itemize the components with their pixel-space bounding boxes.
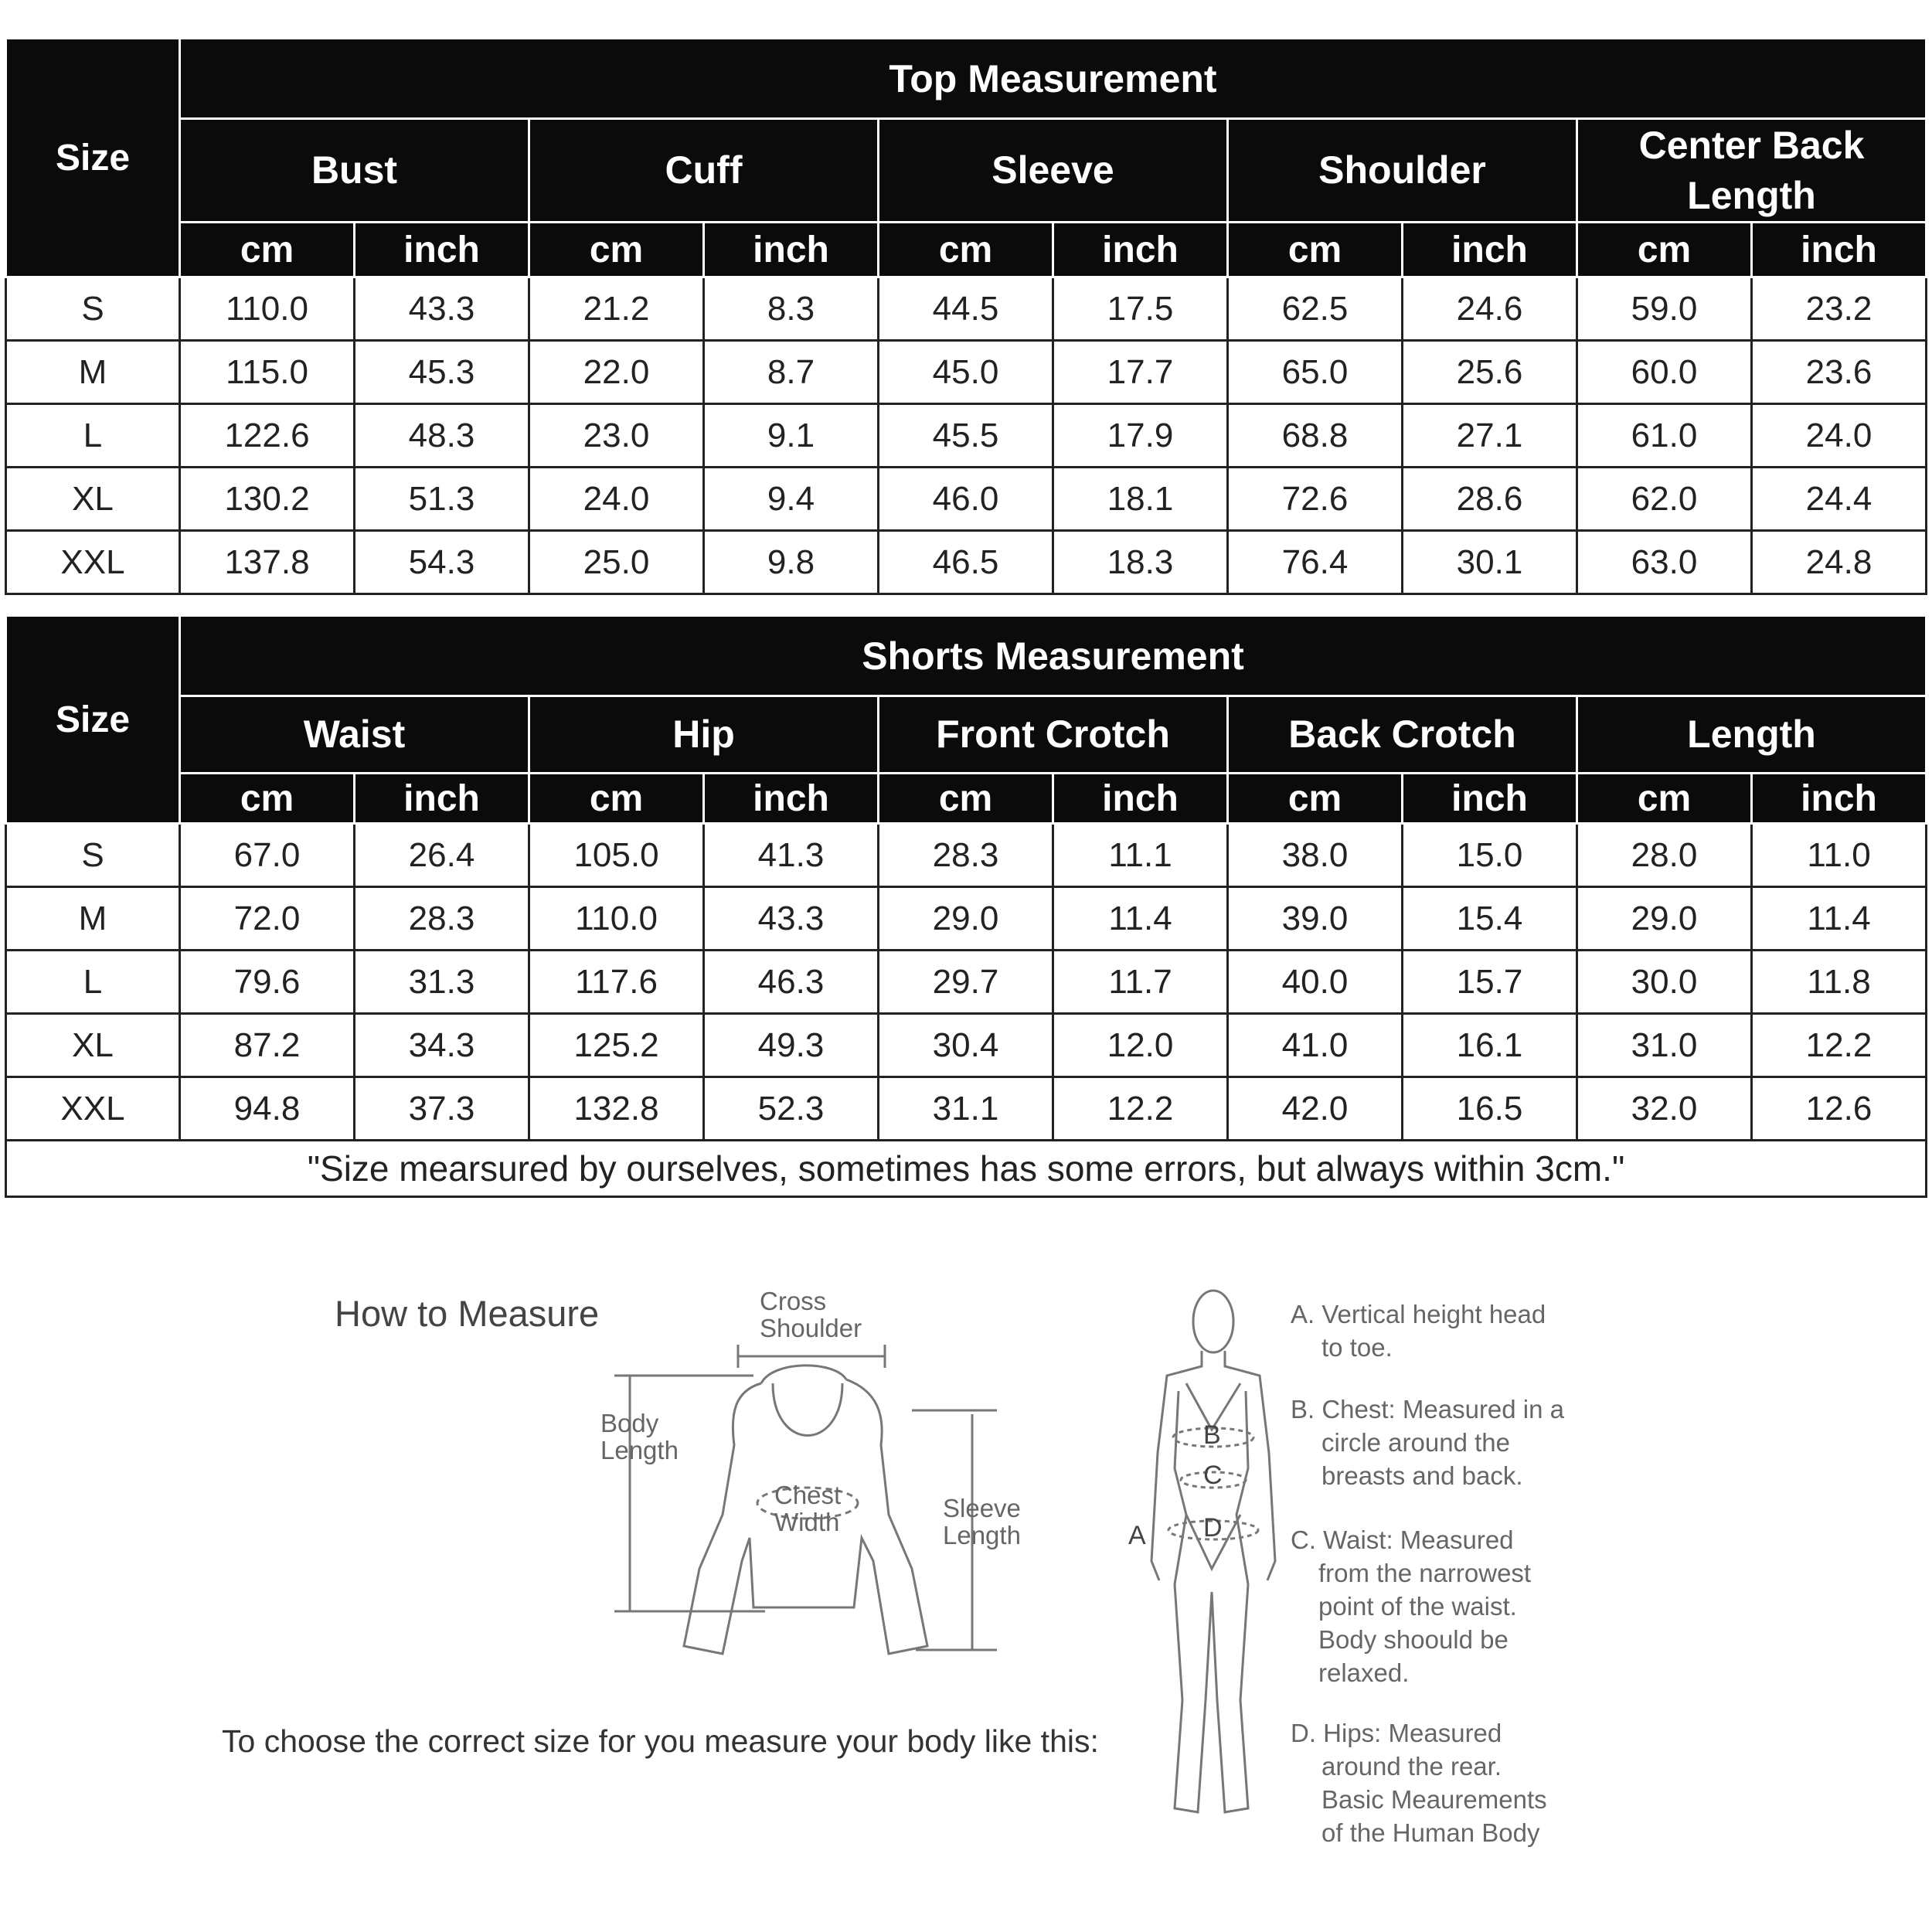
size-column-header: Size (6, 616, 180, 824)
definition-line: from the narrowest (1318, 1558, 1532, 1587)
unit-header: cm (879, 774, 1053, 824)
value-cell: 24.0 (1752, 404, 1927, 468)
value-cell: 79.6 (180, 951, 355, 1014)
value-cell: 115.0 (180, 341, 355, 404)
unit-header: inch (1403, 774, 1577, 824)
definition-line: relaxed. (1318, 1658, 1410, 1687)
value-cell: 30.1 (1403, 531, 1577, 594)
value-cell: 29.7 (879, 951, 1053, 1014)
value-cell: 28.3 (879, 824, 1053, 887)
definition-line: circle around the (1321, 1427, 1510, 1457)
category-header: Waist (180, 696, 529, 774)
value-cell: 37.3 (355, 1077, 529, 1141)
value-cell: 45.0 (879, 341, 1053, 404)
size-cell: M (6, 887, 180, 951)
value-cell: 11.0 (1752, 824, 1927, 887)
category-header: Hip (529, 696, 879, 774)
neckline (773, 1383, 842, 1436)
value-cell: 34.3 (355, 1014, 529, 1077)
definition-line: point of the waist. (1318, 1591, 1517, 1621)
value-cell: 43.3 (355, 277, 529, 341)
value-cell: 30.0 (1577, 951, 1752, 1014)
cross-shoulder-label (760, 1288, 862, 1342)
value-cell: 24.6 (1403, 277, 1577, 341)
value-cell: 45.3 (355, 341, 529, 404)
unit-header: inch (704, 223, 879, 277)
value-cell: 21.2 (529, 277, 704, 341)
value-cell: 130.2 (180, 468, 355, 531)
value-cell: 117.6 (529, 951, 704, 1014)
value-cell: 25.0 (529, 531, 704, 594)
size-cell: S (6, 824, 180, 887)
value-cell: 46.3 (704, 951, 879, 1014)
value-cell: 23.6 (1752, 341, 1927, 404)
value-cell: 62.0 (1577, 468, 1752, 531)
value-cell: 25.6 (1403, 341, 1577, 404)
label-line: Length (943, 1520, 1021, 1549)
value-cell: 65.0 (1228, 341, 1403, 404)
value-cell: 12.6 (1752, 1077, 1927, 1141)
size-cell: XL (6, 468, 180, 531)
value-cell: 32.0 (1577, 1077, 1752, 1141)
body-length-label (600, 1410, 679, 1464)
value-cell: 23.0 (529, 404, 704, 468)
value-cell: 15.7 (1403, 951, 1577, 1014)
unit-header: cm (879, 223, 1053, 277)
value-cell: 11.1 (1053, 824, 1228, 887)
value-cell: 54.3 (355, 531, 529, 594)
value-cell: 31.0 (1577, 1014, 1752, 1077)
value-cell: 132.8 (529, 1077, 704, 1141)
value-cell: 105.0 (529, 824, 704, 887)
category-header: Shoulder (1228, 119, 1577, 223)
measurement-note: "Size mearsured by ourselves, sometimes has some errors, but always within 3cm." (6, 1141, 1927, 1197)
value-cell: 18.1 (1053, 468, 1228, 531)
value-cell: 9.4 (704, 468, 879, 531)
definition-a (1291, 1298, 1546, 1365)
value-cell: 45.5 (879, 404, 1053, 468)
value-cell: 61.0 (1577, 404, 1752, 468)
value-cell: 51.3 (355, 468, 529, 531)
value-cell: 9.1 (704, 404, 879, 468)
value-cell: 62.5 (1228, 277, 1403, 341)
value-cell: 24.0 (529, 468, 704, 531)
value-cell: 30.4 (879, 1014, 1053, 1077)
size-cell: L (6, 404, 180, 468)
unit-header: cm (180, 223, 355, 277)
category-header: Sleeve (879, 119, 1228, 223)
definition-line: to toe. (1321, 1332, 1393, 1362)
value-cell: 48.3 (355, 404, 529, 468)
size-cell: S (6, 277, 180, 341)
label-line: Shoulder (760, 1313, 862, 1342)
value-cell: 16.5 (1403, 1077, 1577, 1141)
value-cell: 15.0 (1403, 824, 1577, 887)
value-cell: 46.5 (879, 531, 1053, 594)
value-cell: 31.1 (879, 1077, 1053, 1141)
value-cell: 22.0 (529, 341, 704, 404)
marker-b: B (1203, 1420, 1221, 1450)
category-header: Center Back Length (1577, 119, 1927, 223)
value-cell: 137.8 (180, 531, 355, 594)
table-title: Shorts Measurement (180, 616, 1927, 696)
unit-header: cm (1577, 223, 1752, 277)
value-cell: 17.7 (1053, 341, 1228, 404)
value-cell: 24.4 (1752, 468, 1927, 531)
unit-header: inch (1053, 223, 1228, 277)
unit-header: cm (180, 774, 355, 824)
value-cell: 26.4 (355, 824, 529, 887)
value-cell: 52.3 (704, 1077, 879, 1141)
definition-line: D. Hips: Measured (1291, 1719, 1502, 1747)
value-cell: 46.0 (879, 468, 1053, 531)
size-column-header: Size (6, 39, 180, 277)
value-cell: 110.0 (180, 277, 355, 341)
definition-line: Body shoould be (1318, 1624, 1509, 1654)
category-header: Cuff (529, 119, 879, 223)
unit-header: cm (529, 774, 704, 824)
value-cell: 12.0 (1053, 1014, 1228, 1077)
value-cell: 110.0 (529, 887, 704, 951)
value-cell: 41.3 (704, 824, 879, 887)
value-cell: 28.6 (1403, 468, 1577, 531)
size-cell: XL (6, 1014, 180, 1077)
value-cell: 17.9 (1053, 404, 1228, 468)
size-cell: L (6, 951, 180, 1014)
size-cell: M (6, 341, 180, 404)
definition-line: C. Waist: Measured (1291, 1526, 1514, 1554)
value-cell: 11.7 (1053, 951, 1228, 1014)
value-cell: 87.2 (180, 1014, 355, 1077)
value-cell: 31.3 (355, 951, 529, 1014)
size-cell: XXL (6, 531, 180, 594)
value-cell: 29.0 (879, 887, 1053, 951)
definition-line: A. Vertical height head (1291, 1300, 1546, 1328)
value-cell: 24.8 (1752, 531, 1927, 594)
value-cell: 12.2 (1752, 1014, 1927, 1077)
label-line: Cross (760, 1287, 827, 1315)
value-cell: 9.8 (704, 531, 879, 594)
value-cell: 44.5 (879, 277, 1053, 341)
body-diagram (1151, 1291, 1275, 1812)
unit-header: cm (1228, 774, 1403, 824)
unit-header: inch (1752, 774, 1927, 824)
category-header: Front Crotch (879, 696, 1228, 774)
value-cell: 42.0 (1228, 1077, 1403, 1141)
value-cell: 72.6 (1228, 468, 1403, 531)
unit-header: cm (529, 223, 704, 277)
value-cell: 28.0 (1577, 824, 1752, 887)
marker-d: D (1203, 1513, 1223, 1543)
value-cell: 17.5 (1053, 277, 1228, 341)
value-cell: 63.0 (1577, 531, 1752, 594)
value-cell: 12.2 (1053, 1077, 1228, 1141)
unit-header: inch (704, 774, 879, 824)
marker-c: C (1203, 1461, 1223, 1490)
definition-line: B. Chest: Measured in a (1291, 1395, 1565, 1423)
chest-width-label (774, 1482, 841, 1536)
value-cell: 122.6 (180, 404, 355, 468)
value-cell: 72.0 (180, 887, 355, 951)
label-line: Length (600, 1435, 679, 1464)
unit-header: cm (1228, 223, 1403, 277)
definition-line: Basic Meaurements (1321, 1784, 1547, 1814)
value-cell: 28.3 (355, 887, 529, 951)
measure-instruction: To choose the correct size for you measure your body like this: (222, 1723, 1099, 1759)
definition-line: breasts and back. (1321, 1461, 1523, 1490)
category-header: Length (1577, 696, 1927, 774)
value-cell: 49.3 (704, 1014, 879, 1077)
value-cell: 43.3 (704, 887, 879, 951)
definition-c (1291, 1524, 1531, 1689)
value-cell: 125.2 (529, 1014, 704, 1077)
category-header: Bust (180, 119, 529, 223)
label-line: Chest (774, 1481, 842, 1509)
unit-header: inch (355, 774, 529, 824)
size-cell: XXL (6, 1077, 180, 1141)
definition-line: around the rear. (1321, 1751, 1502, 1781)
value-cell: 60.0 (1577, 341, 1752, 404)
category-header: Back Crotch (1228, 696, 1577, 774)
value-cell: 29.0 (1577, 887, 1752, 951)
value-cell: 39.0 (1228, 887, 1403, 951)
definition-d (1291, 1717, 1547, 1850)
value-cell: 67.0 (180, 824, 355, 887)
sleeve-length-label (943, 1495, 1021, 1549)
value-cell: 59.0 (1577, 277, 1752, 341)
value-cell: 11.4 (1752, 887, 1927, 951)
label-line: Body (600, 1409, 659, 1437)
label-line: Width (774, 1507, 840, 1536)
how-to-measure-title: How to Measure (335, 1293, 600, 1334)
value-cell: 8.7 (704, 341, 879, 404)
label-line: Sleeve (943, 1494, 1021, 1522)
value-cell: 41.0 (1228, 1014, 1403, 1077)
value-cell: 16.1 (1403, 1014, 1577, 1077)
unit-header: cm (1577, 774, 1752, 824)
unit-header: inch (1403, 223, 1577, 277)
value-cell: 18.3 (1053, 531, 1228, 594)
value-cell: 68.8 (1228, 404, 1403, 468)
unit-header: inch (355, 223, 529, 277)
unit-header: inch (1053, 774, 1228, 824)
value-cell: 23.2 (1752, 277, 1927, 341)
value-cell: 11.8 (1752, 951, 1927, 1014)
value-cell: 40.0 (1228, 951, 1403, 1014)
value-cell: 11.4 (1053, 887, 1228, 951)
marker-a: A (1128, 1521, 1146, 1550)
definition-b (1291, 1393, 1564, 1493)
value-cell: 27.1 (1403, 404, 1577, 468)
value-cell: 94.8 (180, 1077, 355, 1141)
value-cell: 38.0 (1228, 824, 1403, 887)
value-cell: 76.4 (1228, 531, 1403, 594)
value-cell: 15.4 (1403, 887, 1577, 951)
table-title: Top Measurement (180, 39, 1927, 119)
body-silhouette (1175, 1391, 1248, 1812)
unit-header: inch (1752, 223, 1927, 277)
definition-line: of the Human Body (1321, 1818, 1540, 1847)
head-outline (1193, 1291, 1233, 1352)
value-cell: 8.3 (704, 277, 879, 341)
